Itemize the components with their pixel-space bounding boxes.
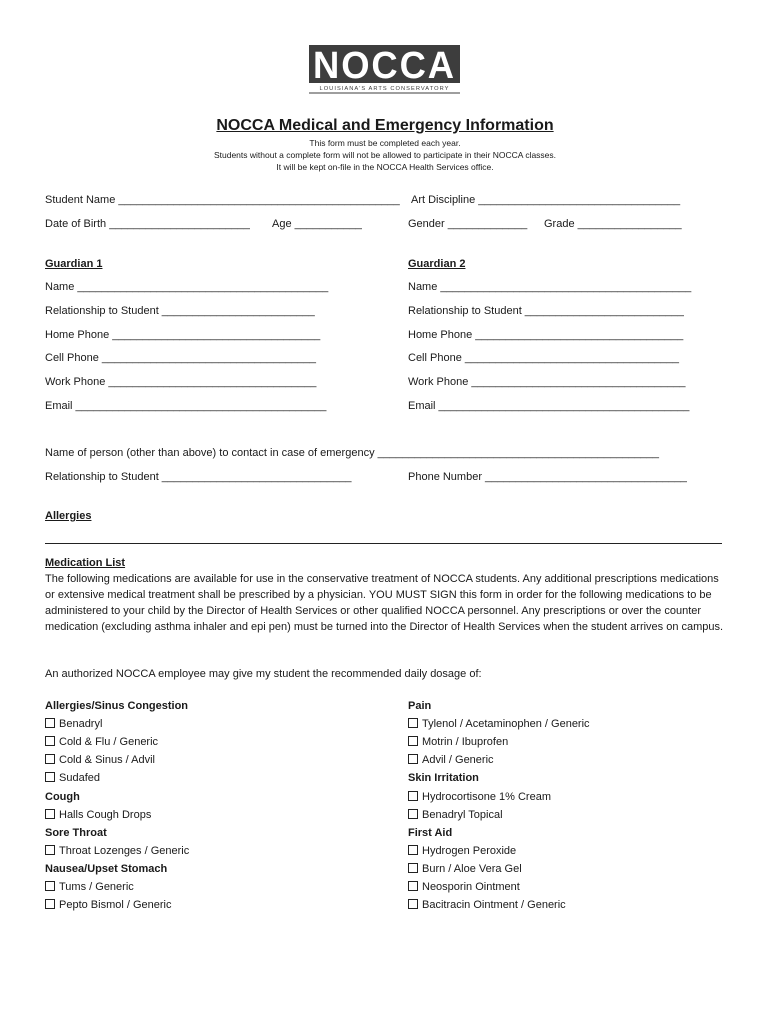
checkbox-advil-generic[interactable] [408,752,494,768]
checkbox-motrin-ibuprofen[interactable] [408,734,508,750]
checkbox-icon[interactable] [408,863,418,873]
logo-tagline: LOUISIANA'S ARTS CONSERVATORY [319,86,450,92]
checkbox-label: Hydrocortisone 1% Cream [422,790,551,803]
section-heading-sore-throat: Sore Throat [45,826,107,839]
section-heading-skin-irritation: Skin Irritation [408,772,479,785]
student-name-field[interactable]: Student Name ______________________________________________ [45,194,400,206]
checkbox-label: Tums / Generic [59,881,134,893]
guardian-2-home-phone-field[interactable]: Home Phone __________________________________ [408,329,684,341]
checkbox-icon[interactable] [408,736,418,746]
guardian-2-work-phone-field[interactable]: Work Phone ___________________________________ [408,376,686,388]
checkbox-icon[interactable] [408,809,418,819]
guardian-2-cell-phone-field[interactable]: Cell Phone ___________________________________ [408,352,679,364]
checkbox-label: Burn / Aloe Vera Gel [422,862,522,875]
checkbox-label: Advil / Generic [422,754,494,767]
checkbox-icon[interactable] [45,845,55,855]
checkbox-label: Benadryl [59,718,103,731]
allergies-heading: Allergies [45,510,92,522]
checkbox-label: Halls Cough Drops [59,808,152,821]
guardian-1-relationship-field[interactable]: Relationship to Student _________________________ [45,305,315,317]
guardian-1-email-field[interactable]: Email _________________________________________ [45,400,327,412]
checkbox-icon[interactable] [408,845,418,855]
checkbox-icon[interactable] [408,881,418,891]
checkbox-tums-generic[interactable] [45,879,134,895]
checkbox-label: Motrin / Ibuprofen [422,736,509,749]
grade-field[interactable]: Grade _________________ [544,218,682,230]
checkbox-cold-and-flu-generic[interactable] [45,734,158,750]
checkbox-benadryl-topical[interactable] [408,807,503,823]
checkbox-hydrocortisone-1pct-cream[interactable] [408,789,551,805]
checkbox-icon[interactable] [408,754,418,764]
medication-paragraph: The following medications are available for use in the conservative treatment of NOCCA students. Any additional prescriptions medications or extensive medical treatment shall be prescribed by a physician. YOU MUST SIGN this form in order for the following medications to be administered to your child by the Director of Health Services or other qualified NOCCA personnel. Any prescriptions or over the counter medication (excluding asthma inhaler and epi pen) must be turned into the Director of Health Services when the student arrives on campus. [45,573,724,633]
checkbox-icon[interactable] [45,772,55,782]
guardian-2-relationship-field[interactable]: Relationship to Student __________________________ [408,305,684,317]
guardian-1-cell-phone-field[interactable]: Cell Phone ___________________________________ [45,352,316,364]
checkbox-label: Benadryl Topical [422,808,503,821]
date-of-birth-field[interactable]: Date of Birth _______________________ [45,218,250,230]
checkbox-icon[interactable] [45,881,55,891]
checkbox-label: Throat Lozenges / Generic [59,844,190,857]
nocca-logo [309,45,460,94]
subtitle-line-3: It will be kept on-file in the NOCCA Health Services office. [276,162,494,172]
checkbox-cold-and-sinus-advil[interactable] [45,752,155,768]
checkbox-label: Neosporin Ointment [422,881,520,893]
checkbox-sudafed[interactable] [45,770,100,786]
section-heading-nausea-upset-stomach: Nausea/Upset Stomach [45,862,168,875]
allergies-input-line[interactable] [45,543,722,544]
guardian-1-home-phone-field[interactable]: Home Phone __________________________________ [45,329,321,341]
form-title: NOCCA Medical and Emergency Information [216,117,554,134]
emergency-relationship-field[interactable]: Relationship to Student _______________________________ [45,471,352,483]
checkbox-label: Hydrogen Peroxide [422,844,517,857]
subtitle-line-2: Students without a complete form will not be allowed to participate in their NOCCA classes. [213,150,557,160]
checkbox-throat-lozenges-generic[interactable] [45,843,189,859]
checkbox-pepto-bismol-generic[interactable] [45,897,172,913]
checkbox-halls-cough-drops[interactable] [45,807,151,823]
guardian-2-email-field[interactable]: Email _________________________________________ [408,400,690,412]
section-heading-cough: Cough [45,790,80,803]
checkbox-label: Sudafed [59,772,100,785]
checkbox-bacitracin-ointment-generic[interactable] [408,897,566,913]
emergency-contact-field[interactable]: Name of person (other than above) to contact in case of emergency ______________________________________________ [45,447,660,459]
logo-name: NOCCA [313,45,456,87]
guardian-1-name-field[interactable]: Name _________________________________________ [45,281,329,293]
section-heading-allergies-sinus-congestion: Allergies/Sinus Congestion [45,700,189,712]
gender-field[interactable]: Gender _____________ [408,218,528,230]
checkbox-label: Cold & Flu / Generic [59,736,159,749]
checkbox-icon[interactable] [408,899,418,909]
checkbox-icon[interactable] [45,899,55,909]
checkbox-icon[interactable] [45,736,55,746]
subtitle-line-1: This form must be completed each year. [309,138,461,148]
checkbox-icon[interactable] [408,791,418,801]
checkbox-benadryl[interactable] [45,716,102,732]
section-heading-pain: Pain [408,700,432,712]
guardian-2-heading: Guardian 2 [408,258,466,270]
checkbox-neosporin-ointment[interactable] [408,879,520,895]
checkbox-icon[interactable] [45,754,55,764]
checkbox-label: Cold & Sinus / Advil [59,754,155,767]
emergency-phone-field[interactable]: Phone Number _________________________________ [408,471,687,483]
authorization-statement: An authorized NOCCA employee may give my student the recommended daily dosage of: [45,668,482,680]
checkbox-tylenol-acetaminophen-generic[interactable] [408,716,590,732]
checkbox-hydrogen-peroxide[interactable] [408,843,516,859]
age-field[interactable]: Age ___________ [272,218,362,230]
guardian-1-heading: Guardian 1 [45,258,103,270]
art-discipline-field[interactable]: Art Discipline _________________________________ [411,194,681,206]
checkbox-label: Tylenol / Acetaminophen / Generic [422,718,590,731]
guardian-2-name-field[interactable]: Name _________________________________________ [408,281,692,293]
checkbox-label: Bacitracin Ointment / Generic [422,899,566,912]
section-heading-first-aid: First Aid [408,826,453,839]
medication-list-heading: Medication List [45,557,126,569]
guardian-1-work-phone-field[interactable]: Work Phone __________________________________ [45,376,317,388]
checkbox-icon[interactable] [45,809,55,819]
checkbox-label: Pepto Bismol / Generic [59,899,172,912]
checkbox-icon[interactable] [408,718,418,728]
checkbox-burn-aloe-vera-gel[interactable] [408,861,522,877]
checkbox-icon[interactable] [45,718,55,728]
